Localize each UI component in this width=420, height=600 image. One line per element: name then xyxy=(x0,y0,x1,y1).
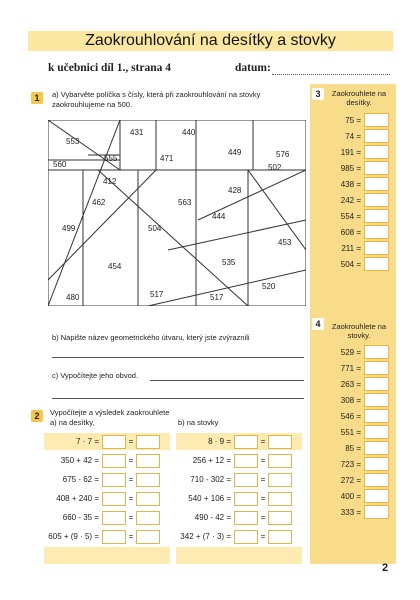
task-2a-list: 7 · 7 = = 350 + 42 = = 675 - 62 = = 408 + 240 = = 660 - 35 = = 605 + (9 · 5) = = xyxy=(44,432,174,546)
grid-number[interactable]: 454 xyxy=(108,262,122,271)
rounding-item: 74 = xyxy=(345,131,361,141)
rounding-item: 985 = xyxy=(340,163,361,173)
rounded-box[interactable] xyxy=(268,492,292,506)
grid-number[interactable]: 480 xyxy=(66,293,80,302)
expression: 660 - 35 = xyxy=(62,513,99,522)
grid-number[interactable]: 576 xyxy=(276,150,290,159)
grid-number[interactable]: 563 xyxy=(178,198,192,207)
answer-box[interactable] xyxy=(234,530,258,544)
answer-box[interactable] xyxy=(364,241,389,255)
answer-box[interactable] xyxy=(364,473,389,487)
rounding-item: 75 = xyxy=(345,115,361,125)
answer-box[interactable] xyxy=(364,409,389,423)
task-2b-label: b) na stovky xyxy=(178,418,219,427)
answer-box[interactable] xyxy=(364,161,389,175)
task-1b-text: b) Napište název geometrického útvaru, který jste zvýraznili xyxy=(52,333,250,342)
answer-box[interactable] xyxy=(364,257,389,271)
rounding-item: 333 = xyxy=(340,507,361,517)
expression: 8 · 9 = xyxy=(208,437,231,446)
grid-number[interactable]: 444 xyxy=(212,212,226,221)
task-2-badge: 2 xyxy=(31,410,43,422)
answer-box[interactable] xyxy=(364,425,389,439)
grid-number[interactable]: 471 xyxy=(160,154,174,163)
answer-box[interactable] xyxy=(364,193,389,207)
expression: 490 - 42 = xyxy=(194,513,231,522)
rounding-item: 771 = xyxy=(340,363,361,373)
task-1c-text: c) Vypočítejte jeho obvod. xyxy=(52,371,139,380)
answer-box[interactable] xyxy=(102,473,126,487)
answer-box[interactable] xyxy=(234,435,258,449)
date-label: datum: xyxy=(235,62,271,74)
rounding-item: 272 = xyxy=(340,475,361,485)
expression: 675 - 62 = xyxy=(62,475,99,484)
answer-box[interactable] xyxy=(102,492,126,506)
rounding-item: 723 = xyxy=(340,459,361,469)
grid-number[interactable]: 440 xyxy=(182,128,196,137)
task-4-badge: 4 xyxy=(312,318,324,330)
answer-line-c2[interactable] xyxy=(52,398,304,399)
expression: 540 + 106 = xyxy=(188,494,231,503)
grid-number[interactable]: 555 xyxy=(104,154,118,163)
task-2a-label: a) na desítky, xyxy=(50,418,95,427)
rounding-item: 554 = xyxy=(340,211,361,221)
rounded-box[interactable] xyxy=(268,454,292,468)
answer-box[interactable] xyxy=(364,489,389,503)
answer-box[interactable] xyxy=(364,177,389,191)
grid-number[interactable]: 449 xyxy=(228,148,242,157)
rounding-item: 529 = xyxy=(340,347,361,357)
answer-box[interactable] xyxy=(234,473,258,487)
grid-number[interactable]: 431 xyxy=(130,128,144,137)
expression: 256 + 12 = xyxy=(192,456,231,465)
expression: 408 + 240 = xyxy=(56,494,99,503)
rounding-item: 438 = xyxy=(340,179,361,189)
rounding-item: 191 = xyxy=(340,147,361,157)
answer-box[interactable] xyxy=(234,511,258,525)
page-number: 2 xyxy=(382,562,389,574)
grid-number[interactable]: 504 xyxy=(148,224,162,233)
answer-box[interactable] xyxy=(364,209,389,223)
task-4-heading: Zaokrouhlete na stovky. xyxy=(331,322,387,340)
expression: 350 + 42 = xyxy=(60,456,99,465)
rounding-item: 242 = xyxy=(340,195,361,205)
answer-box[interactable] xyxy=(364,393,389,407)
rounding-item: 608 = xyxy=(340,227,361,237)
grid-number[interactable]: 560 xyxy=(53,160,67,169)
answer-box[interactable] xyxy=(234,492,258,506)
grid-number[interactable]: 428 xyxy=(228,186,242,195)
task-2-intro: Vypočítejte a výsledek zaokrouhlete xyxy=(50,408,170,417)
grid-number[interactable]: 499 xyxy=(62,224,76,233)
rounding-item: 263 = xyxy=(340,379,361,389)
rounded-box[interactable] xyxy=(136,511,160,525)
task-1-badge: 1 xyxy=(31,92,43,104)
answer-box[interactable] xyxy=(364,129,389,143)
answer-box[interactable] xyxy=(364,345,389,359)
task-3-list xyxy=(318,112,390,272)
answer-box[interactable] xyxy=(364,457,389,471)
answer-box[interactable] xyxy=(102,511,126,525)
rounded-box[interactable] xyxy=(136,492,160,506)
rounded-box[interactable] xyxy=(268,511,292,525)
task-3-heading: Zaokrouhlete na desítky. xyxy=(331,89,387,107)
expression: 710 - 302 = xyxy=(190,475,231,484)
answer-box[interactable] xyxy=(364,361,389,375)
answer-box[interactable] xyxy=(364,505,389,519)
task-4-list xyxy=(318,344,390,520)
rounding-item: 400 = xyxy=(340,491,361,501)
grid-border xyxy=(48,120,306,306)
rounded-box[interactable] xyxy=(268,473,292,487)
answer-line-c1[interactable] xyxy=(150,380,304,381)
rounding-item: 308 = xyxy=(340,395,361,405)
answer-box[interactable] xyxy=(364,113,389,127)
rounded-box[interactable] xyxy=(136,530,160,544)
grid-number[interactable]: 553 xyxy=(66,137,80,146)
number-grid-figure[interactable] xyxy=(48,120,306,306)
rounding-item: 211 = xyxy=(341,243,361,253)
rounded-box[interactable] xyxy=(136,435,160,449)
page-title: Zaokrouhlování na desítky a stovky xyxy=(85,32,336,49)
date-line xyxy=(272,74,390,75)
rounding-item: 551 = xyxy=(340,427,361,437)
task-1a-text: a) Vybarvěte políčka s čísly, která při zaokrouhlování na stovky zaokrouhlujeme na 500. xyxy=(52,90,261,109)
grid-number[interactable]: 462 xyxy=(92,198,106,207)
expression: 605 + (9 · 5) = xyxy=(48,532,99,541)
grid-number[interactable]: 535 xyxy=(222,258,236,267)
answer-line-b[interactable] xyxy=(52,357,304,358)
expression: 342 + (7 · 3) = xyxy=(180,532,231,541)
grid-number[interactable]: 517 xyxy=(210,293,224,302)
answer-box[interactable] xyxy=(102,530,126,544)
rounded-box[interactable] xyxy=(136,473,160,487)
answer-box[interactable] xyxy=(364,441,389,455)
answer-box[interactable] xyxy=(102,435,126,449)
rounding-item: 504 = xyxy=(340,259,361,269)
answer-box[interactable] xyxy=(364,225,389,239)
grid-number[interactable]: 412 xyxy=(103,177,117,186)
task-3-badge: 3 xyxy=(312,88,324,100)
grid-number[interactable]: 502 xyxy=(268,163,282,172)
book-reference: k učebnici díl 1., strana 4 xyxy=(48,62,172,74)
grid-number[interactable]: 453 xyxy=(278,238,292,247)
rounding-item: 546 = xyxy=(340,411,361,421)
rounding-item: 85 = xyxy=(345,443,361,453)
grid-number[interactable]: 520 xyxy=(262,282,276,291)
answer-box[interactable] xyxy=(364,145,389,159)
answer-box[interactable] xyxy=(234,454,258,468)
task-2b-list: 8 · 9 = = 256 + 12 = = 710 - 302 = = 540 + 106 = = 490 - 42 = = 342 + (7 · 3) = = xyxy=(176,432,306,546)
rounded-box[interactable] xyxy=(268,530,292,544)
rounded-box[interactable] xyxy=(268,435,292,449)
answer-box[interactable] xyxy=(364,377,389,391)
answer-box[interactable] xyxy=(102,454,126,468)
expression: 7 · 7 = xyxy=(76,437,99,446)
rounded-box[interactable] xyxy=(136,454,160,468)
grid-number[interactable]: 517 xyxy=(150,290,164,299)
